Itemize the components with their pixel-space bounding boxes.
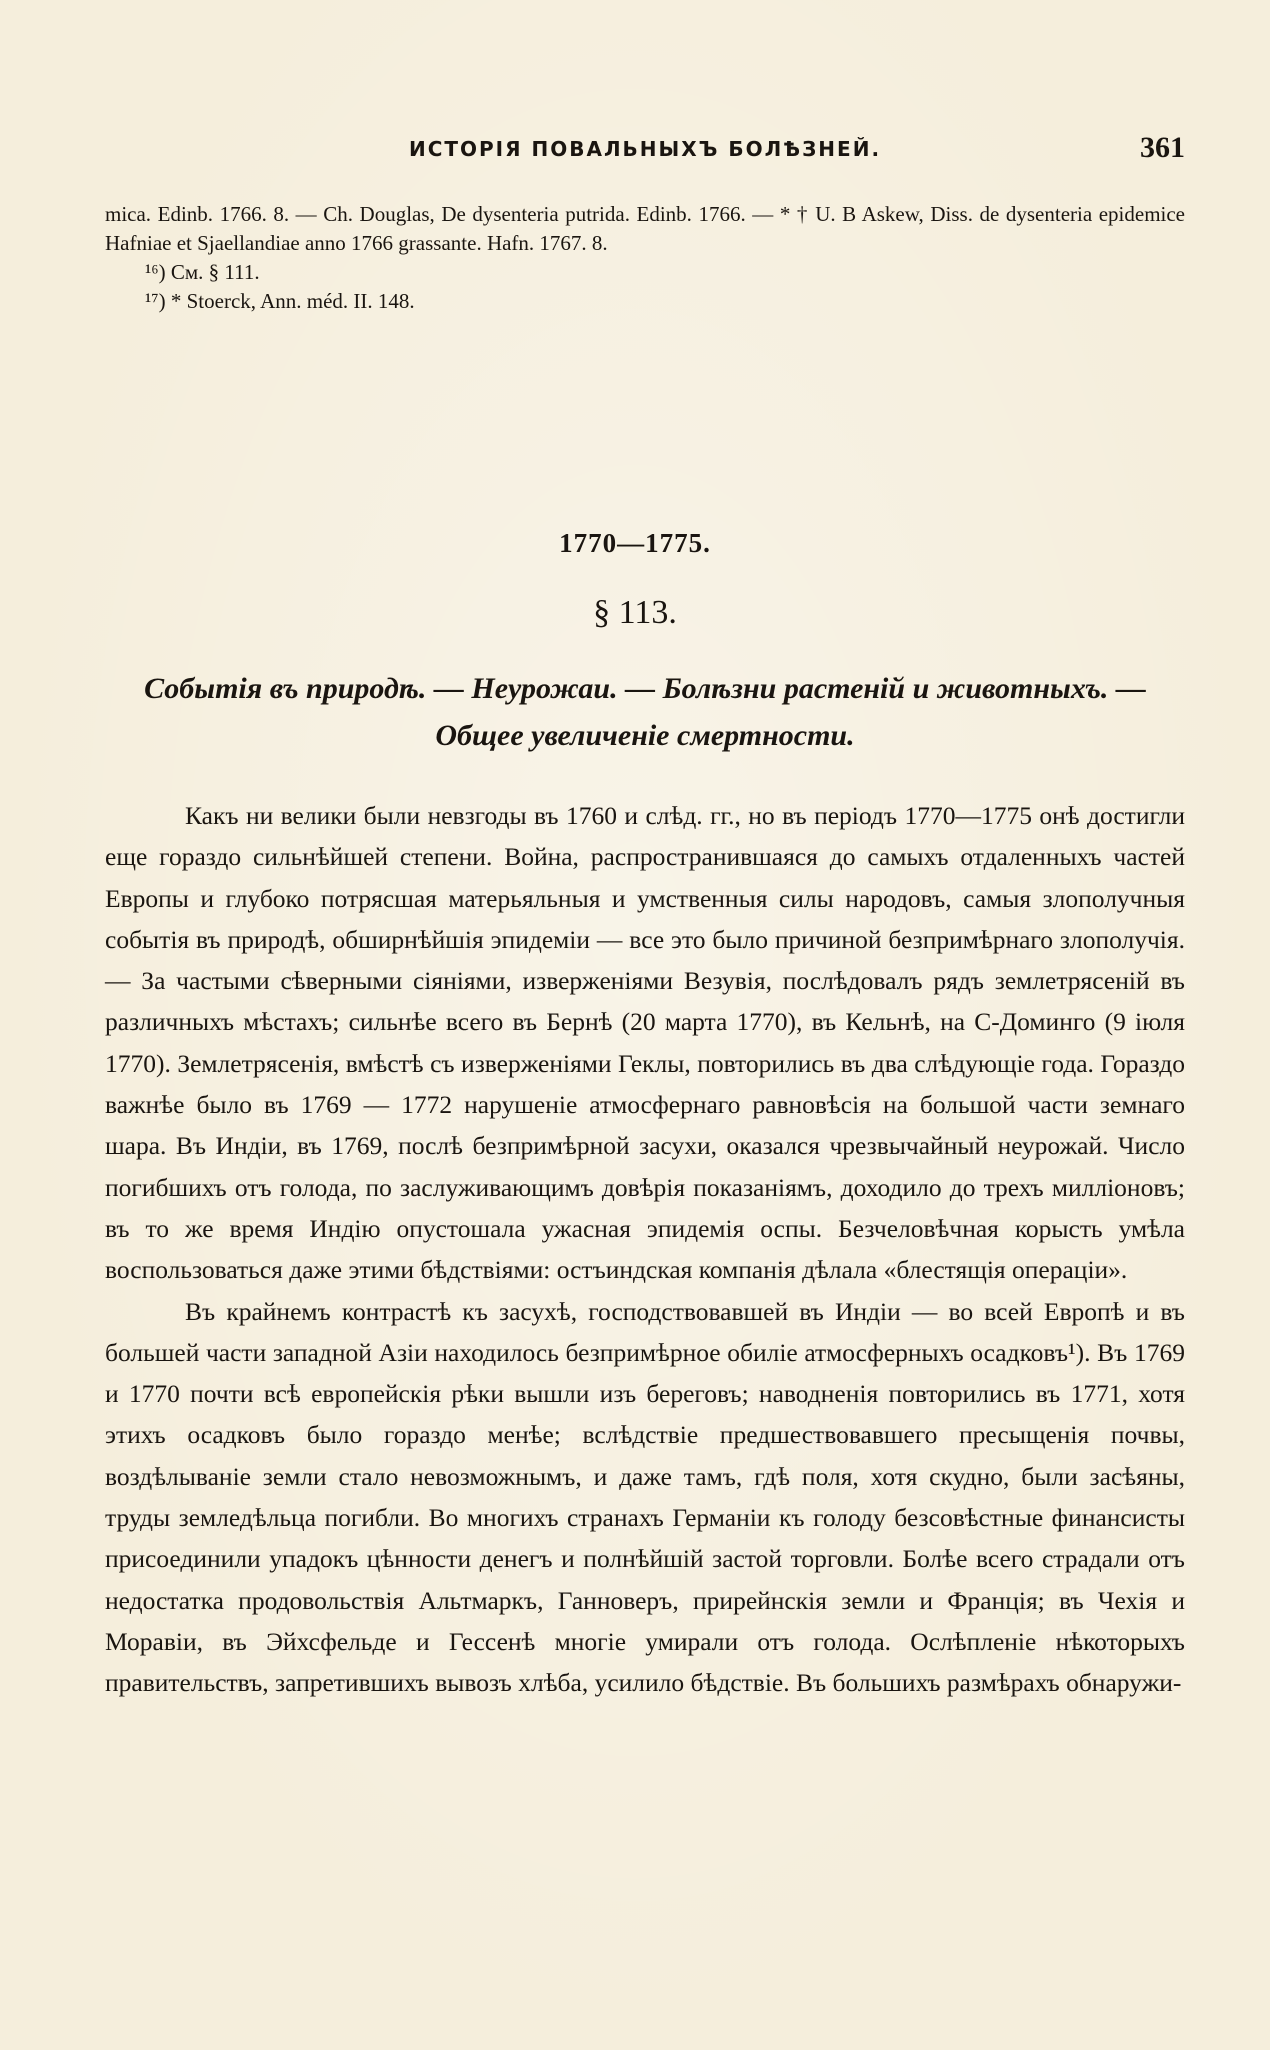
footnote-17: ¹⁷) * Stoerck, Ann. méd. II. 148. bbox=[145, 289, 415, 313]
footnote-16: ¹⁶) См. § 111. bbox=[145, 260, 260, 284]
footnote-continuation: mica. Edinb. 1766. 8. — Ch. Douglas, De dysenteria putrida. Edinb. 1766. — * † U. B Askew, Diss. de dysenteria epidemice Hafniae et Sjaellandiae anno 1766 grassante. Hafn. 1767. 8. bbox=[105, 202, 1185, 255]
page-header bbox=[105, 131, 1185, 177]
section-title: Событія въ природѣ. — Неурожаи. — Болѣзни растеній и животныхъ. — Общее увеличеніе смертности. bbox=[144, 672, 1146, 752]
paragraph: Въ крайнемъ контрастѣ къ засухѣ, господствовавшей въ Индіи — во всей Европѣ и въ большей части западной Азіи находилось безпримѣрное обиліе атмосферныхъ осадковъ¹). Въ 1769 и 1770 почти всѣ европейскія рѣки вышли изъ береговъ; наводненія повторились въ 1771, хотя этихъ осадковъ было гораздо менѣе; вслѣдствіе предшествовавшего пресыщенія почвы, воздѣлываніе земли стало невозможнымъ, и даже тамъ, гдѣ поля, хотя скудно, были засѣяны, труды земледѣльца погибли. Во многихъ странахъ Германіи къ голоду безсовѣстные финансисты присоединили упадокъ цѣнности денегъ и полнѣйшій застой торговли. Болѣе всего страдали отъ недостатка продовольствія Альтмаркъ, Ганноверъ, прирейнскія земли и Франція; въ Чехія и Моравіи, въ Эйхсфельде и Гессенѣ многіе умирали отъ голода. Ослѣпленіе нѣкоторыхъ правительствъ, запретившихъ вывозъ хлѣба, усилило бѣдствіе. Въ большихъ размѣрахъ обнаружи- bbox=[105, 1296, 1185, 1698]
footnotes bbox=[105, 200, 1185, 316]
page-number: 361 bbox=[1140, 131, 1185, 164]
running-title: ИСТОРІЯ ПОВАЛЬНЫХЪ БОЛѢЗНЕЙ. bbox=[408, 137, 882, 161]
body-text bbox=[105, 795, 1185, 1704]
paragraph: Какъ ни велики были невзгоды въ 1760 и слѣд. гг., но въ періодъ 1770—1775 онѣ достигли еще гораздо сильнѣйшей степени. Война, распространившаяся до самыхъ отдаленныхъ частей Европы и глубоко потрясшая матерьяльныя и умственныя силы народовъ, самыя злополучныя событія въ природѣ, обширнѣйшія эпидеміи — все это было причиной безпримѣрнаго злополучія. — За частыми сѣверными сіяніями, изверженіями Везувія, послѣдовалъ рядъ землетрясеній въ различныхъ мѣстахъ; сильнѣе всего въ Бернѣ (20 марта 1770), въ Кельнѣ, на С-Доминго (9 іюля 1770). Землетрясенія, вмѣстѣ съ изверженіями Геклы, повторились въ два слѣдующіе года. Гораздо важнѣе было въ 1769 — 1772 нарушеніе атмосфернаго равновѣсія на большой части земнаго шара. Въ Индіи, въ 1769, послѣ безпримѣрной засухи, оказался чрезвычайный неурожай. Число погибшихъ отъ голода, по заслуживающимъ довѣрія показаніямъ, доходило до трехъ милліоновъ; въ то же время Индію опустошала ужасная эпидемія оспы. Безчеловѣчная корысть умѣла воспользоваться даже этими бѣдствіями: остъиндская компанія дѣлала «блестящія операціи». bbox=[105, 801, 1185, 1285]
section-number: § 113. bbox=[593, 594, 677, 631]
period-heading: 1770—1775. bbox=[559, 528, 711, 558]
